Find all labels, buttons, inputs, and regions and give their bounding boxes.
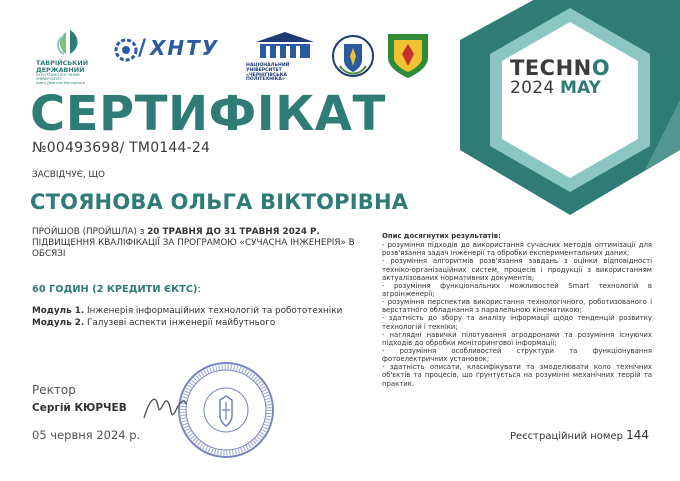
gear-icon (114, 38, 140, 62)
completion-dates: 20 ТРАВНЯ ДО 31 ТРАВНЯ 2024 Р. (147, 227, 320, 237)
building-icon (246, 32, 324, 60)
rector-title: Ректор (32, 383, 76, 397)
book-icon (36, 28, 106, 56)
result-item: - розуміння перспектив використання технологічного, роботизованого і верстатного обладнання з паралельною кінематикою; (382, 298, 652, 315)
shield-emblem-icon (386, 30, 430, 80)
result-item: - здатність до збору та аналізу інформації щодо тенденцій розвитку технологій і техніки; (382, 314, 652, 331)
completed-prefix: ПРОЙШОВ (ПРОЙШЛА) з (32, 227, 148, 237)
result-item: - розуміння підходів до використання сучасних методів оптимізації для розв'язання задач інженерії та обробки експериментальних даних; (382, 241, 652, 258)
registration-number (510, 428, 649, 442)
reg-number: 144 (626, 428, 650, 442)
certificate-number: №00493698/ ТМ0144-24 (32, 140, 211, 156)
module-2: Модуль 2. Галузеві аспекти інженерії майбутнього (32, 317, 276, 328)
certificate-title: СЕРТИФІКАТ (30, 86, 386, 142)
hours-suffix: : (197, 284, 201, 295)
tdau-line2: АГРОТЕХНОЛОГІЧНИЙ УНІВЕРСИТЕТ (36, 72, 80, 82)
official-stamp-icon (176, 360, 276, 460)
recipient-name: СТОЯНОВА ОЛЬГА ВІКТОРІВНА (30, 190, 409, 214)
tdau-name: ТАВРІЙСЬКИЙ ДЕРЖАВНИЙ (36, 59, 89, 74)
result-item: - розуміння особливостей структури та функціонування фотоелектричних установок; (382, 346, 652, 364)
module-1: Модуль 1. Інженерія інформаційних технологій та робототехніки (32, 306, 343, 316)
rector-name: Сергій КЮРЧЕВ (32, 402, 127, 414)
tdau-line3: імені Дмитра Моторного (36, 80, 86, 86)
event-logo (510, 56, 610, 98)
certifies-label: ЗАСВІДЧУЄ, ЩО (32, 170, 105, 180)
tdau-logo (36, 28, 106, 84)
hexagon-decoration (440, 0, 680, 230)
hours-value: 60 ГОДИН (2 КРЕДИТИ ЄКТС) (32, 284, 198, 295)
completion-text (32, 227, 372, 260)
coat-of-arms-icon (332, 32, 374, 80)
result-item: - розуміння алгоритмів розв'язання завдань з оцінки відповідності техніко-організаційних систем, процесів і продукції з використанням актуалізованих нормативних документів; (382, 257, 652, 282)
chernihiv-line1: НАЦІОНАЛЬНИЙ УНІВЕРСИТЕТ (246, 63, 290, 73)
event-logo-line1: TECHNO (510, 56, 611, 80)
result-item: - здатність описати, класифікувати та змоделювати коло технічних об'єктів та процесів, що ґрунтується на розумінні механічних теорій та практик. (382, 363, 652, 388)
issue-date: 05 червня 2024 р. (32, 428, 141, 442)
program-text: ПІДВИЩЕННЯ КВАЛІФІКАЦІЇ ЗА ПРОГРАМОЮ «СУЧАСНА ІНЖЕНЕРІЯ» В ОБСЯЗІ (32, 237, 355, 259)
reg-label: Реєстраційний номер (510, 431, 623, 442)
chernihiv-logo (246, 32, 324, 83)
result-item: - наглядні навички пілотування агродронами та розуміння існуючих підходів до обробки моніторингової інформації; (382, 330, 652, 347)
khntu-logo: / ХНТУ (114, 36, 238, 66)
results-heading: Опис досягнутих результатів: (382, 232, 501, 240)
hours-line (32, 284, 201, 295)
khntu-text: ХНТУ (150, 36, 220, 60)
results-description (382, 232, 652, 388)
modules-list (32, 306, 342, 330)
event-logo-line2: 2024 MAY (510, 78, 601, 98)
result-item: - розуміння функціональних можливостей Smart технологій в агроінженерії; (382, 281, 652, 298)
chernihiv-line2: «ЧЕРНІГІВСЬКА ПОЛІТЕХНІКА» (246, 72, 288, 83)
